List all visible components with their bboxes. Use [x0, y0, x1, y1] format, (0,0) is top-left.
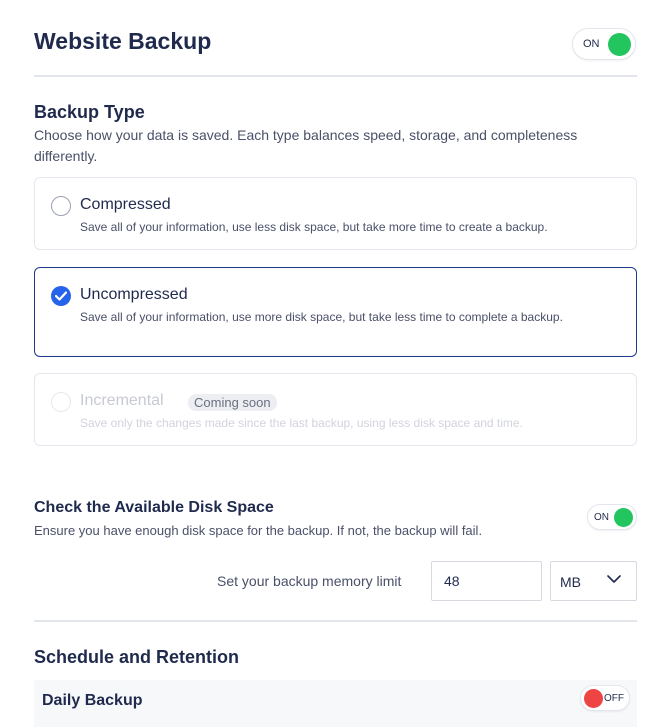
- memory-unit-select[interactable]: [550, 561, 637, 601]
- toggle-label: ON: [583, 38, 600, 50]
- schedule-title: Schedule and Retention: [34, 647, 240, 667]
- radio-uncompressed-checked[interactable]: [51, 286, 71, 306]
- option-description: Save all of your information, use less disk space, but take more time to create a backup.: [80, 220, 548, 234]
- chevron-down-icon: [607, 575, 621, 584]
- backup-type-description: Choose how your data is saved. Each type balances speed, storage, and completeness differently.: [34, 127, 578, 164]
- option-description: Save only the changes made since the last backup, using less disk space and time.: [80, 416, 523, 430]
- check-icon: [55, 291, 67, 301]
- toggle-knob: [614, 508, 633, 527]
- page-title: Website Backup: [34, 28, 212, 54]
- option-compressed[interactable]: [34, 177, 637, 250]
- daily-backup-row: [34, 680, 637, 727]
- toggle-knob: [608, 33, 631, 56]
- toggle-label: ON: [594, 512, 609, 523]
- option-title: Incremental: [80, 392, 164, 409]
- disk-space-toggle[interactable]: [587, 504, 637, 530]
- website-backup-toggle[interactable]: [572, 28, 636, 60]
- daily-backup-label: Daily Backup: [42, 692, 143, 709]
- option-title: Uncompressed: [80, 286, 188, 303]
- radio-incremental: [51, 392, 71, 412]
- disk-space-title: Check the Available Disk Space: [34, 499, 274, 516]
- option-uncompressed[interactable]: [34, 267, 637, 357]
- radio-compressed[interactable]: [51, 196, 71, 216]
- toggle-label: OFF: [604, 693, 624, 704]
- memory-limit-input[interactable]: [431, 561, 542, 601]
- memory-unit-value: MB: [560, 574, 581, 590]
- option-description: Save all of your information, use more disk space, but take less time to complete a backup.: [80, 310, 563, 324]
- divider: [34, 620, 637, 622]
- disk-space-description: Ensure you have enough disk space for the backup. If not, the backup will fail.: [34, 523, 483, 538]
- memory-limit-label: Set your backup memory limit: [217, 573, 402, 589]
- backup-type-title: Backup Type: [34, 102, 145, 122]
- divider: [34, 75, 637, 77]
- coming-soon-badge: Coming soon: [188, 394, 277, 411]
- option-title: Compressed: [80, 196, 171, 213]
- daily-backup-toggle[interactable]: [580, 685, 630, 711]
- option-incremental: [34, 373, 637, 446]
- toggle-knob: [584, 689, 603, 708]
